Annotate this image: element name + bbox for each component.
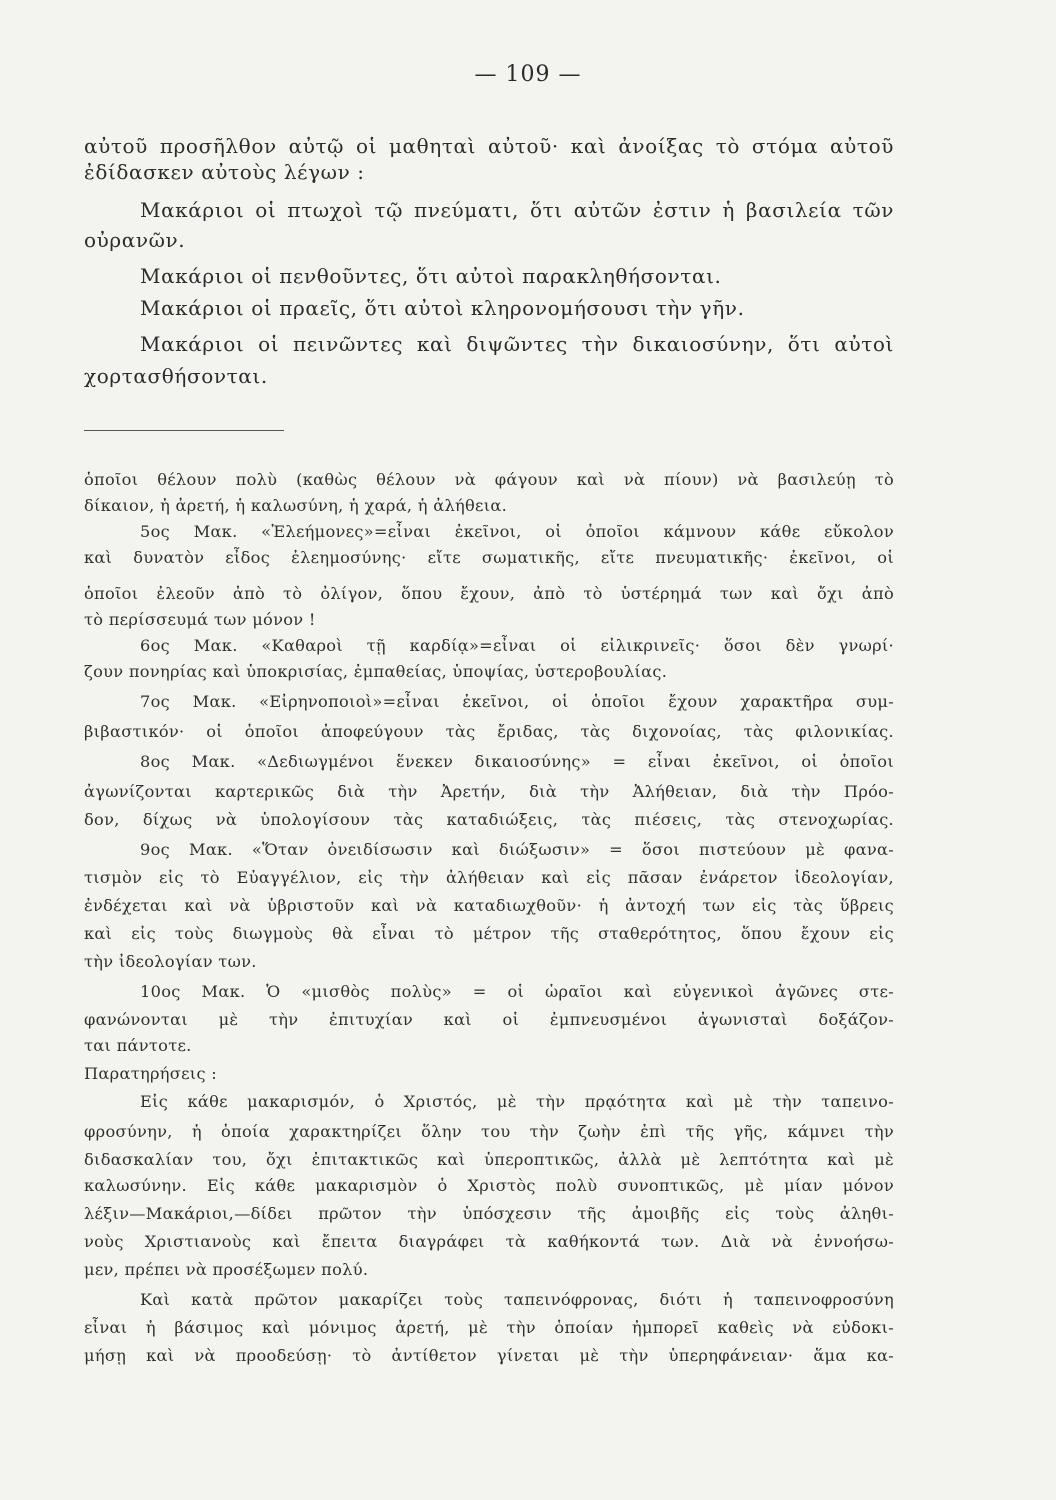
- commentary-line: ζουν πονηρίας καὶ ὑποκρισίας, ἐμπαθείας, ὑποψίας, ὑστεροβουλίας.: [84, 662, 668, 681]
- commentary-line: δίκαιον, ἡ ἀρετή, ἡ καλωσύνη, ἡ χαρά, ἡ ἀλήθεια.: [84, 496, 508, 515]
- commentary-line: Εἰς κάθε μακαρισμόν, ὁ Χριστός, μὲ τὴν πρᾳότητα καὶ μὲ τὴν ταπεινο-: [140, 1092, 894, 1111]
- commentary-line: μήσῃ καὶ νὰ προοδεύσῃ· τὸ ἀντίθετον γίνεται μὲ τὴν ὑπερηφάνειαν· ἅμα κα-: [84, 1346, 894, 1365]
- commentary-line: ἐνδέχεται καὶ νὰ ὑβριστοῦν καὶ νὰ καταδιωχθοῦν· ἡ ἀντοχή των εἰς τὰς ὕβρεις: [84, 896, 894, 915]
- commentary-line: 6ος Μακ. «Καθαροὶ τῇ καρδίᾳ»=εἶναι οἱ εἰλικρινεῖς· ὅσοι δὲν γνωρί·: [140, 636, 894, 655]
- commentary-line: μεν, πρέπει νὰ προσέξωμεν πολύ.: [84, 1260, 369, 1279]
- commentary-line: 7ος Μακ. «Εἰρηνοποιοὶ»=εἶναι ἐκεῖνοι, οἱ ὁποῖοι ἔχουν χαρακτῆρα συμ-: [140, 692, 894, 711]
- commentary-line: ἀγωνίζονται καρτερικῶς διὰ τὴν Ἀρετήν, διὰ τὴν Ἀλήθειαν, διὰ τὴν Πρόο-: [84, 782, 894, 801]
- commentary-line: λέξιν—Μακάριοι,—δίδει πρῶτον τὴν ὑπόσχεσιν τῆς ἀμοιβῆς εἰς τοὺς ἀληθι-: [84, 1204, 894, 1223]
- quote-line: Μακάριοι οἱ πτωχοὶ τῷ πνεύματι, ὅτι αὐτῶν ἐστιν ἡ βασιλεία τῶν: [140, 198, 894, 222]
- quote-line: χορτασθήσονται.: [84, 364, 268, 388]
- commentary-line: εἶναι ἡ βάσιμος καὶ μόνιμος ἀρετή, μὲ τὴν ὁποίαν ἠμπορεῖ καθεὶς νὰ εὐδοκι-: [84, 1318, 894, 1337]
- commentary-line: καλωσύνην. Εἰς κάθε μακαρισμὸν ὁ Χριστὸς πολὺ συνοπτικῶς, μὲ μίαν μόνον: [84, 1176, 894, 1195]
- quote-line: Μακάριοι οἱ πεινῶντες καὶ διψῶντες τὴν δικαιοσύνην, ὅτι αὐτοὶ: [140, 332, 894, 356]
- commentary-line: ὁποῖοι ἐλεοῦν ἀπὸ τὸ ὀλίγον, ὅπου ἔχουν, ἀπὸ τὸ ὑστέρημά των καὶ ὄχι ἀπὸ: [84, 584, 894, 603]
- quote-line: Μακάριοι οἱ πραεῖς, ὅτι αὐτοὶ κληρονομήσουσι τὴν γῆν.: [140, 296, 745, 320]
- quote-line: ἐδίδασκεν αὐτοὺς λέγων :: [84, 160, 365, 184]
- commentary-line: βιβαστικόν· οἱ ὁποῖοι ἀποφεύγουν τὰς ἔριδας, τὰς διχονοίας, τὰς φιλονικίας.: [84, 722, 894, 741]
- commentary-line: 10ος Μακ. Ὁ «μισθὸς πολὺς» = οἱ ὡραῖοι καὶ εὐγενικοὶ ἀγῶνες στε-: [140, 982, 894, 1001]
- commentary-line: διδασκαλίαν του, ὄχι ἐπιτακτικῶς καὶ ὑπεροπτικῶς, ἀλλὰ μὲ λεπτότητα καὶ μὲ: [84, 1150, 894, 1169]
- commentary-line: Καὶ κατὰ πρῶτον μακαρίζει τοὺς ταπεινόφρονας, διότι ἡ ταπεινοφροσύνη: [140, 1290, 894, 1309]
- commentary-line: 8ος Μακ. «Δεδιωγμένοι ἕνεκεν δικαιοσύνης» = εἶναι ἐκεῖνοι, οἱ ὁποῖοι: [140, 752, 894, 771]
- footnote-divider: [84, 430, 284, 431]
- quote-line: αὐτοῦ προσῆλθον αὐτῷ οἱ μαθηταὶ αὐτοῦ· καὶ ἀνοίξας τὸ στόμα αὐτοῦ: [84, 134, 894, 158]
- commentary-line: τὸ περίσσευμά των μόνον !: [84, 610, 316, 629]
- commentary-line: δον, δίχως νὰ ὑπολογίσουν τὰς καταδιώξεις, τὰς πιέσεις, τὰς στενοχωρίας.: [84, 810, 894, 829]
- commentary-line: φανώνονται μὲ τὴν ἐπιτυχίαν καὶ οἱ ἐμπνευσμένοι ἀγωνισταὶ δοξάζον-: [84, 1010, 894, 1029]
- commentary-line: νοὺς Χριστιανοὺς καὶ ἔπειτα διαγράφει τὰ καθήκοντά των. Διὰ νὰ ἐννοήσω-: [84, 1232, 894, 1251]
- commentary-line: ται πάντοτε.: [84, 1036, 192, 1055]
- commentary-line: καὶ δυνατὸν εἶδος ἐλεημοσύνης· εἴτε σωματικῆς, εἴτε πνευματικῆς· ἐκεῖνοι, οἱ: [84, 548, 894, 567]
- quote-line: Μακάριοι οἱ πενθοῦντες, ὅτι αὐτοὶ παρακληθήσονται.: [140, 264, 722, 288]
- commentary-line: φροσύνην, ἡ ὁποία χαρακτηρίζει ὅλην του τὴν ζωὴν ἐπὶ τῆς γῆς, κάμνει τὴν: [84, 1122, 894, 1141]
- commentary-line: τὴν ἰδεολογίαν των.: [84, 952, 257, 971]
- quote-line: οὐρανῶν.: [84, 228, 186, 252]
- commentary-line: 9ος Μακ. «Ὅταν ὀνειδίσωσιν καὶ διώξωσιν» = ὅσοι πιστεύουν μὲ φανα-: [140, 840, 894, 859]
- page-number: — 109 —: [474, 62, 582, 87]
- commentary-line: 5ος Μακ. «Ἐλεήμονες»=εἶναι ἐκεῖνοι, οἱ ὁποῖοι κάμνουν κάθε εὔκολον: [140, 522, 894, 541]
- remarks-heading: Παρατηρήσεις :: [84, 1064, 218, 1083]
- commentary-line: τισμὸν εἰς τὸ Εὐαγγέλιον, εἰς τὴν ἀλήθειαν καὶ εἰς πᾶσαν ἐνάρετον ἰδεολογίαν,: [84, 868, 894, 887]
- commentary-line: καὶ εἰς τοὺς διωγμοὺς θὰ εἶναι τὸ μέτρον τῆς σταθερότητος, ὅπου ἔχουν εἰς: [84, 924, 894, 943]
- commentary-line: ὁποῖοι θέλουν πολὺ (καθὼς θέλουν νὰ φάγουν καὶ νὰ πίουν) νὰ βασιλεύῃ τὸ: [84, 470, 894, 489]
